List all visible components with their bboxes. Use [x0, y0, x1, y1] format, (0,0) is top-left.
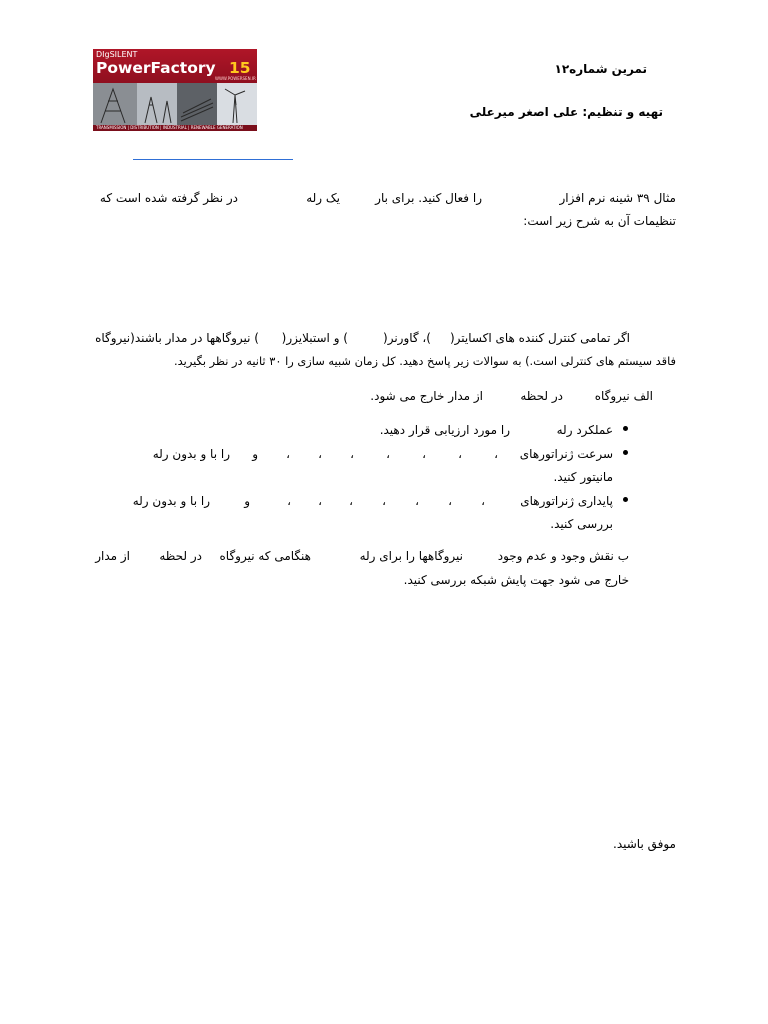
qb-seg-a: ب نقش وجود و عدم وجود [497, 549, 629, 563]
bullet-dot [623, 426, 628, 431]
logo-brand-band [93, 49, 257, 83]
bullet1-seg-b: را مورد ارزیابی قرار دهید. [379, 423, 510, 437]
p2-seg-b: )، گاورنر( [383, 331, 431, 345]
bullet1-seg-a: عملکرد رله [556, 423, 613, 437]
bullet2-tail: را با و بدون رله [152, 447, 230, 461]
bullet2-and: و [252, 447, 258, 461]
bullet2-comma: ، [386, 447, 390, 461]
logo-version: 15 [229, 59, 251, 77]
bullet2-comma: ، [318, 447, 322, 461]
bullet2-comma: ، [458, 447, 462, 461]
bullet3-seg-a: پایداری ژنراتورهای [520, 494, 613, 508]
p1-seg-c: یک رله [306, 191, 340, 205]
p2-line2: فاقد سیستم های کنترلی است.) به سوالات زیر پاسخ دهید. کل زمان شبیه سازی را ۳۰ ثانیه در نظر بگیرید. [174, 354, 676, 368]
bullet3-and: و [244, 494, 250, 508]
bullet3-comma: ، [382, 494, 386, 508]
bullet-dot [623, 497, 628, 502]
hyperlink-underline[interactable] [133, 159, 293, 160]
bullet3-comma: ، [318, 494, 322, 508]
qb-seg-b: نیروگاهها را برای رله [359, 549, 463, 563]
qa-seg-a: الف نیروگاه [594, 389, 653, 403]
bullet3-comma: ، [448, 494, 452, 508]
p2-seg-a: اگر تمامی کنترل کننده های اکسایتر( [450, 331, 630, 345]
qa-seg-c: از مدار خارج می شود. [370, 389, 483, 403]
qb-seg-d: در لحظه [159, 549, 202, 563]
bullet2-comma: ، [422, 447, 426, 461]
bullet2-comma: ، [286, 447, 290, 461]
bullet3-comma: ، [287, 494, 291, 508]
qa-seg-b: در لحظه [520, 389, 563, 403]
logo-tagline: TRANSMISSION | DISTRIBUTION | INDUSTRIAL | RENEWABLE GENERATION [96, 125, 243, 130]
bullet3-comma: ، [349, 494, 353, 508]
bullet-dot [623, 450, 628, 455]
bullet2-line2: مانیتور کنید. [553, 470, 613, 484]
bullet3-line2: بررسی کنید. [550, 517, 613, 531]
bullet2-comma: ، [494, 447, 498, 461]
logo-brand-small: DIgSILENT [96, 50, 138, 59]
p1-line2: تنظیمات آن به شرح زیر است: [523, 214, 676, 228]
qb-seg-e: از مدار [95, 549, 130, 563]
exercise-title: تمرین شماره۱۲ [554, 62, 647, 76]
bullet3-tail: را با و بدون رله [132, 494, 210, 508]
p2-seg-d: ) نیروگاهها در مدار باشند(نیروگاه [95, 331, 259, 345]
logo-brand-name: PowerFactory [96, 59, 216, 77]
bullet2-seg-a: سرعت ژنراتورهای [519, 447, 613, 461]
bullet2-comma: ، [350, 447, 354, 461]
qb-line2: خارج می شود جهت پایش شبکه بررسی کنید. [403, 573, 629, 587]
bullet3-comma: ، [415, 494, 419, 508]
bullet3-comma: ، [481, 494, 485, 508]
powerfactory-logo [93, 49, 257, 131]
author-line: تهیه و تنظیم: علی اصغر میرعلی [469, 105, 663, 119]
logo-photo-strip [93, 83, 257, 125]
qb-seg-c: هنگامی که نیروگاه [219, 549, 311, 563]
p1-seg-b: را فعال کنید. برای بار [375, 191, 482, 205]
p1-seg-d: در نظر گرفته شده است که [99, 191, 238, 205]
p1-seg-a: مثال ۳۹ شینه نرم افزار [559, 191, 676, 205]
logo-tagline-band [93, 125, 257, 131]
p2-seg-c: ) و استبلایزر( [281, 331, 348, 345]
closing-text: موفق باشید. [613, 837, 676, 851]
logo-url: WWW.POWERSEN.IR [215, 76, 256, 81]
